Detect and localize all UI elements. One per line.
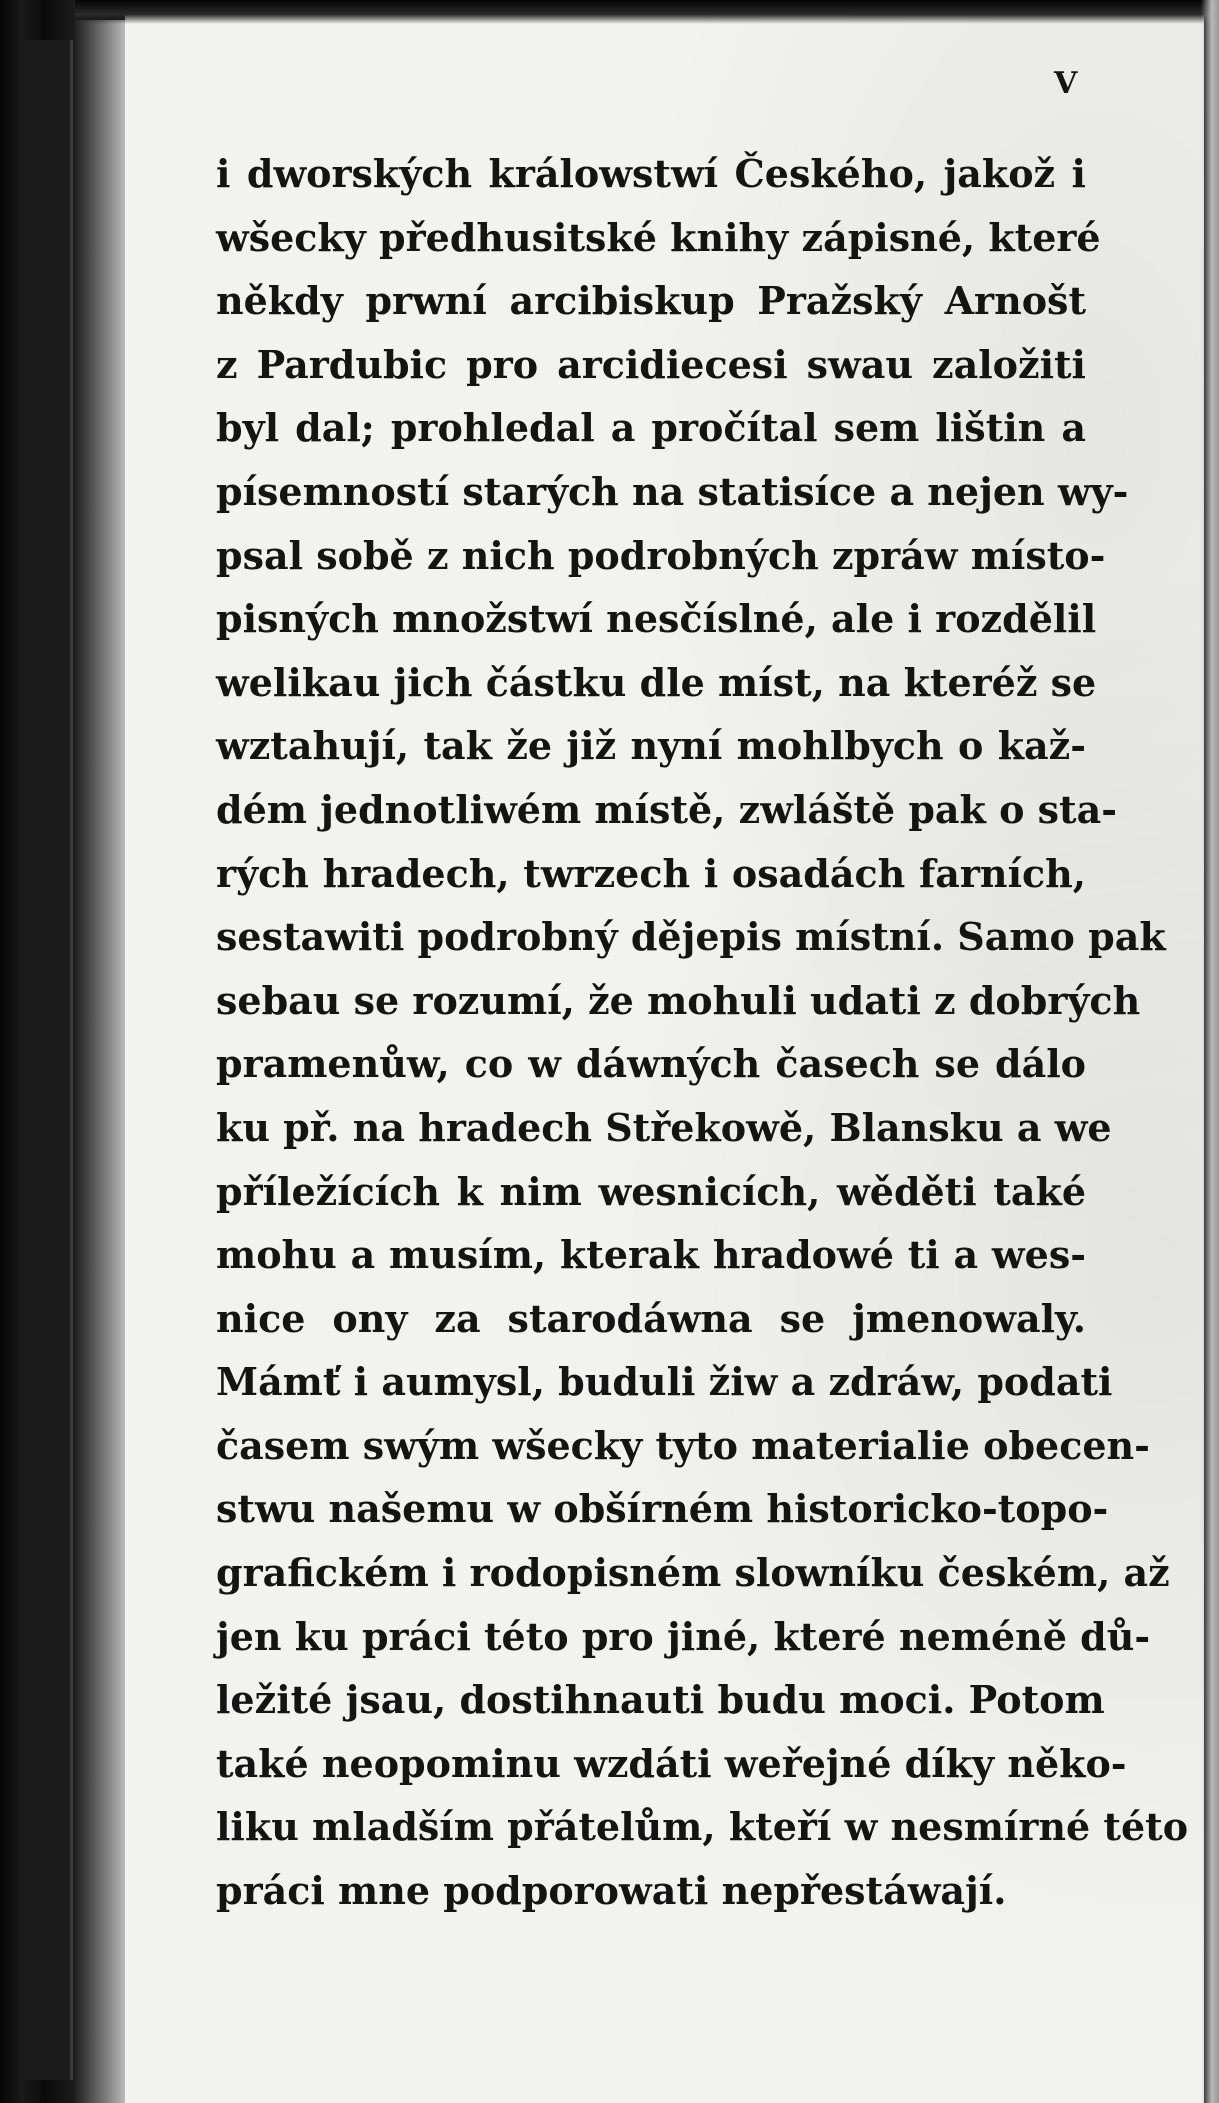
right-page-edge <box>1201 0 1219 2103</box>
binding-edge <box>20 40 73 2080</box>
text-line: jen ku práci této pro jiné, které neméně dů- <box>216 1613 1151 1659</box>
text-line: rých hradech, twrzech i osadách farních, <box>216 850 1086 896</box>
text-line: welikau jich částku dle míst, na kteréž se <box>216 659 1097 705</box>
text-line: byl dal; prohledal a pročítal sem lištin a <box>216 405 1086 451</box>
text-line: z Pardubic pro arcidiecesi swau založiti <box>216 341 1086 387</box>
text-line: stwu našemu w obšírném historicko-topo- <box>216 1486 1109 1532</box>
body-text <box>216 142 1189 1923</box>
text-line: grafickém i rodopisném slowníku českém, až <box>216 1550 1170 1596</box>
text-line: Mámť i aumysl, buduli žiw a zdráw, podati <box>216 1359 1113 1405</box>
gutter-shadow <box>75 20 130 2103</box>
text-line: ležité jsau, dostihnauti budu moci. Potom <box>216 1677 1105 1723</box>
page-number: V <box>1054 66 1079 101</box>
text-line: sestawiti podrobný dějepis místní. Samo pak <box>216 914 1166 960</box>
text-line: písemností starých na statisíce a nejen wy- <box>216 468 1129 514</box>
text-line: ku př. na hradech Střekowě, Blansku a we <box>216 1104 1112 1150</box>
top-edge-shadow <box>75 0 1219 24</box>
text-line: liku mladším přátelům, kteří w nesmírné této <box>216 1804 1189 1850</box>
text-line: psal sobě z nich podrobných zpráw místo- <box>216 532 1106 578</box>
text-line: někdy prwní arcibiskup Pražský Arnošt <box>216 278 1086 324</box>
text-line: mohu a musím, kterak hradowé ti a wes- <box>216 1232 1086 1278</box>
text-line: pramenůw, co w dáwných časech se dálo <box>216 1041 1086 1087</box>
text-line: nice ony za starodáwna se jmenowaly. <box>216 1295 1086 1341</box>
text-line: dém jednotliwém místě, zwláště pak o sta- <box>216 786 1117 832</box>
text-line: sebau se rozumí, že mohuli udati z dobrých <box>216 977 1141 1023</box>
text-line: i dworských králowstwí Českého, jakož i <box>216 151 1086 196</box>
text-line: práci mne podporowati nepřestáwají. <box>216 1868 1007 1914</box>
text-line: wšecky předhusitské knihy zápisné, které <box>216 214 1101 260</box>
text-line: také neopominu wzdáti weřejné díky něko- <box>216 1740 1127 1786</box>
text-line: příležících k nim wesnicích, wěděti také <box>216 1168 1086 1214</box>
text-line: pisných množstwí nesčíslné, ale i rozdělil <box>216 596 1097 642</box>
text-line: časem swým wšecky tyto materialie obecen- <box>216 1422 1150 1468</box>
text-line: wztahují, tak že již nyní mohlbych o kaž- <box>216 723 1086 769</box>
